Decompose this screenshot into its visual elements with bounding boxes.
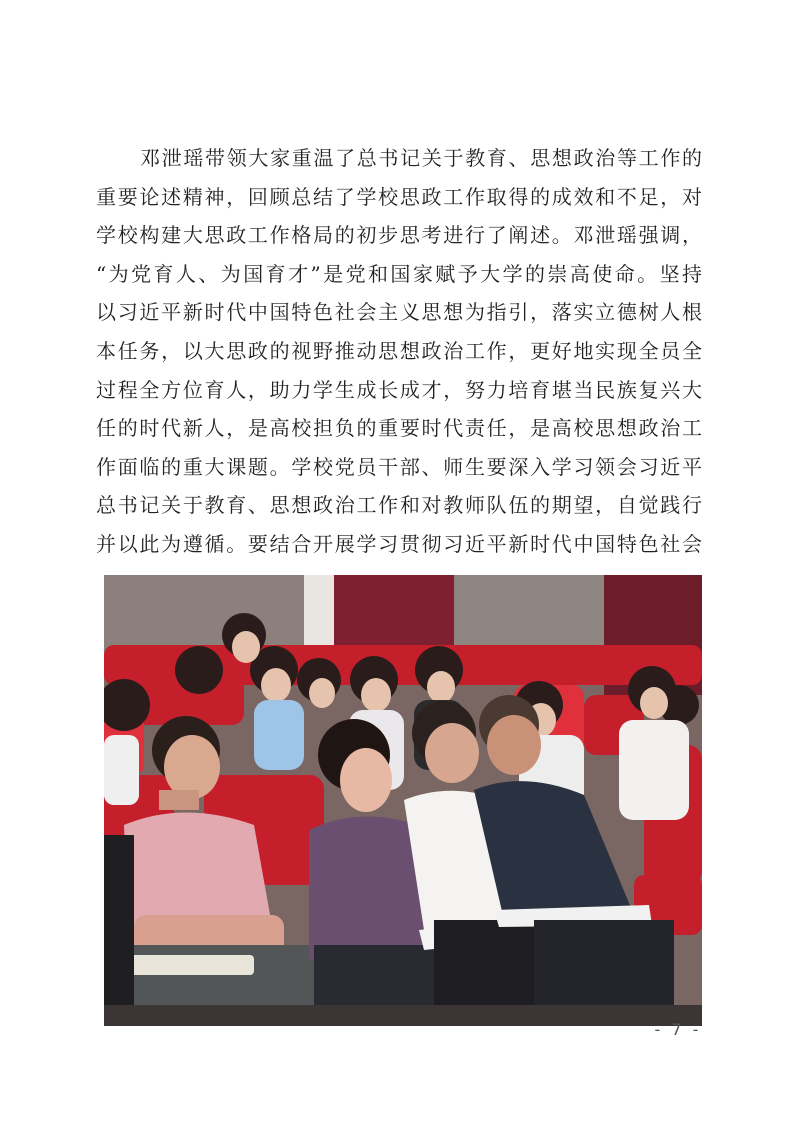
paragraph-line: 以习近平新时代中国特色社会主义思想为指引，落实立德树人根 — [96, 300, 702, 325]
body-paragraph — [96, 139, 702, 564]
paragraph-line: 并以此为遵循。要结合开展学习贯彻习近平新时代中国特色社会 — [96, 531, 702, 556]
paragraph-line: 学校构建大思政工作格局的初步思考进行了阐述。邓泄瑶强调， — [96, 223, 702, 248]
paragraph-line: 过程全方位育人，助力学生成长成才，努力培育堪当民族复兴大 — [96, 377, 702, 402]
page-number: - 7 - — [654, 1020, 702, 1039]
paragraph-line: 本任务，以大思政的视野推动思想政治工作，更好地实现全员全 — [96, 338, 702, 363]
paragraph-line: 作面临的重大课题。学校党员干部、师生要深入学习领会习近平 — [96, 454, 702, 479]
paragraph-line: 邓泄瑶带领大家重温了总书记关于教育、思想政治等工作的 — [140, 146, 702, 170]
meeting-photo — [104, 575, 702, 1026]
paragraph-line: “为党育人、为国育才”是党和国家赋予大学的崇高使命。坚持 — [96, 261, 702, 286]
paragraph-line: 重要论述精神，回顾总结了学校思政工作取得的成效和不足，对 — [96, 184, 702, 209]
paragraph-line: 任的时代新人，是高校担负的重要时代责任，是高校思想政治工 — [96, 416, 702, 441]
paragraph-line: 总书记关于教育、思想政治工作和对教师队伍的期望，自觉践行 — [96, 493, 702, 518]
